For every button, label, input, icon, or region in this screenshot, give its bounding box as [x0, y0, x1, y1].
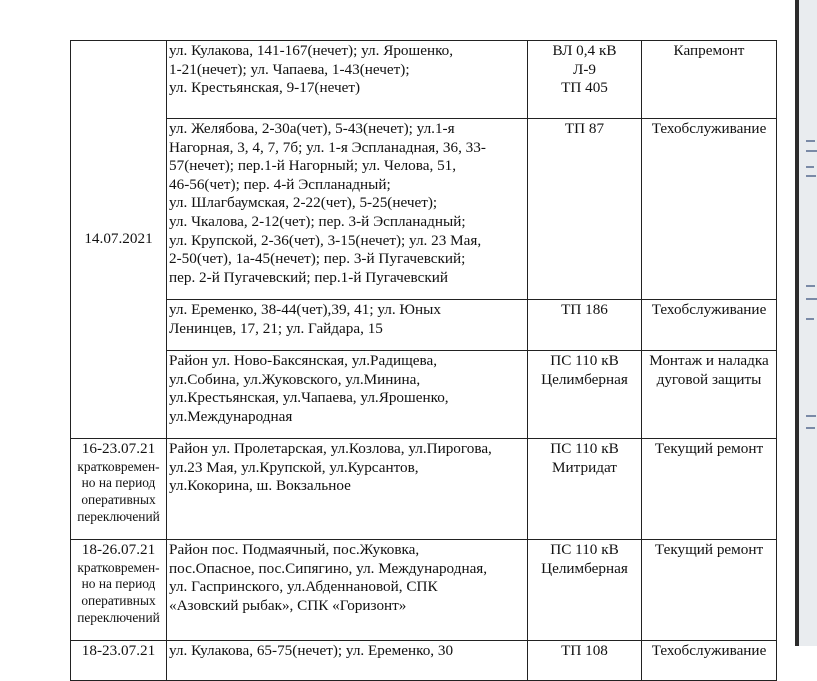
address-cell: [167, 540, 528, 641]
date-cell: [71, 41, 167, 439]
object-line: ТП 108: [561, 642, 608, 659]
date-note-line: переключений: [77, 508, 160, 524]
text-fragment: [806, 427, 815, 429]
object-line: ПС 110 кВ: [550, 541, 619, 558]
address-line: ул. Шлагбаумская, 2-22(чет), 5-25(нечет);: [169, 194, 438, 212]
address-cell: [167, 439, 528, 540]
address-line: 2-50(чет), 1а-45(нечет); пер. 3-й Пугачевский;: [169, 250, 466, 268]
work-text: Капремонт: [673, 42, 745, 59]
date-note-line: но на период: [81, 576, 156, 592]
object-line: Целимберная: [541, 370, 628, 388]
table-row: [71, 351, 777, 439]
address-line: ул. Еременко, 38-44(чет),39, 41; ул. Юных: [169, 301, 441, 318]
address-cell: [167, 351, 528, 439]
address-cell: [167, 641, 528, 681]
address-line: ул.Международная: [169, 407, 293, 425]
address-line: ул.Собина, ул.Жуковского, ул.Минина,: [169, 370, 421, 388]
object-line: ТП 186: [561, 301, 608, 318]
address-line: ул. Гаспринского, ул.Абденнановой, СПК: [169, 578, 438, 596]
object-line: ПС 110 кВ: [550, 440, 619, 457]
object-line: ВЛ 0,4 кВ: [552, 42, 617, 59]
work-cell: [642, 300, 777, 351]
date-text: 18-26.07.21: [81, 541, 156, 558]
address-line: «Азовский рыбак», СПК «Горизонт»: [169, 596, 407, 614]
adjacent-page-strip: [799, 0, 817, 646]
object-line: ТП 405: [561, 79, 608, 97]
date-note-line: кратковремен-: [77, 559, 160, 575]
date-note-line: но на период: [81, 475, 156, 491]
object-cell: [528, 540, 642, 641]
address-line: Ленинцев, 17, 21; ул. Гайдара, 15: [169, 319, 383, 337]
object-line: ТП 87: [564, 120, 605, 137]
date-text: 18-23.07.21: [81, 642, 156, 659]
work-text: Техобслуживание: [651, 120, 767, 137]
work-text: Техобслуживание: [651, 642, 767, 659]
adjacent-window-edge: [795, 0, 817, 646]
object-cell: [528, 439, 642, 540]
date-note-line: оперативных: [81, 593, 156, 609]
table-row: [71, 641, 777, 681]
work-cell: [642, 540, 777, 641]
text-fragment: [806, 415, 816, 417]
address-line: ул.Крестьянская, ул.Чапаева, ул.Ярошенко,: [169, 389, 449, 407]
text-fragment: [806, 175, 816, 177]
work-cell: [642, 351, 777, 439]
address-line: ул.23 Мая, ул.Крупской, ул.Курсантов,: [169, 458, 419, 476]
table-row: [71, 300, 777, 351]
object-cell: [528, 351, 642, 439]
text-fragment: [806, 150, 817, 152]
address-line: Район ул. Пролетарская, ул.Козлова, ул.Пирогова,: [169, 440, 492, 457]
address-line: пер. 2-й Пугачевский; пер.1-й Пугачевский: [169, 268, 449, 286]
address-cell: [167, 300, 528, 351]
address-line: ул. Крупской, 2-36(чет), 3-15(нечет); ул. 23 Мая,: [169, 231, 482, 249]
object-cell: [528, 300, 642, 351]
address-cell: [167, 41, 528, 119]
work-cell: [642, 41, 777, 119]
object-line: Л-9: [573, 60, 596, 78]
text-fragment: [806, 298, 817, 300]
address-line: 1-21(нечет); ул. Чапаева, 1-43(нечет);: [169, 60, 410, 78]
object-cell: [528, 41, 642, 119]
table-row: [71, 119, 777, 300]
address-line: 57(нечет); пер.1-й Нагорный; ул. Челова, 51,: [169, 157, 457, 175]
outage-schedule-table: [70, 40, 777, 681]
date-cell: [71, 641, 167, 681]
work-text: Текущий ремонт: [654, 440, 764, 457]
work-text: Монтаж и наладка дуговой защиты: [649, 352, 769, 388]
address-line: ул. Кулакова, 141-167(нечет); ул. Ярошенко,: [169, 42, 454, 59]
date-text: 14.07.2021: [84, 230, 153, 248]
work-cell: [642, 641, 777, 681]
object-cell: [528, 641, 642, 681]
address-line: 46-56(чет); пер. 4-й Эспланадный;: [169, 175, 391, 193]
object-line: ПС 110 кВ: [550, 352, 619, 369]
text-fragment: [806, 166, 814, 168]
text-fragment: [806, 285, 815, 287]
date-note-line: переключений: [77, 609, 160, 625]
work-text: Текущий ремонт: [654, 541, 764, 558]
date-note-line: кратковремен-: [77, 458, 160, 474]
date-cell: [71, 540, 167, 641]
object-line: Целимберная: [541, 559, 628, 577]
work-text: Техобслуживание: [651, 301, 767, 318]
table-row: [71, 41, 777, 119]
table-row: [71, 540, 777, 641]
date-note-line: оперативных: [81, 492, 156, 508]
object-cell: [528, 119, 642, 300]
address-line: ул. Крестьянская, 9-17(нечет): [169, 79, 361, 97]
address-cell: [167, 119, 528, 300]
text-fragment: [806, 140, 815, 142]
address-line: Нагорная, 3, 4, 7, 7б; ул. 1-я Эспланадная, 36, 33-: [169, 138, 486, 156]
date-text: 16-23.07.21: [81, 440, 156, 457]
work-cell: [642, 119, 777, 300]
work-cell: [642, 439, 777, 540]
table-row: [71, 439, 777, 540]
address-line: ул. Чкалова, 2-12(чет); пер. 3-й Эспланадный;: [169, 212, 466, 230]
address-line: Район пос. Подмаячный, пос.Жуковка,: [169, 541, 420, 558]
address-line: ул. Желябова, 2-30а(чет), 5-43(нечет); ул.1-я: [169, 120, 455, 137]
object-line: Митридат: [552, 458, 617, 476]
date-cell: [71, 439, 167, 540]
address-line: ул.Кокорина, ш. Вокзальное: [169, 477, 351, 495]
address-line: ул. Кулакова, 65-75(нечет); ул. Еременко, 30: [169, 642, 454, 659]
text-fragment: [806, 318, 814, 320]
address-line: пос.Опасное, пос.Сипягино, ул. Международная,: [169, 559, 488, 577]
address-line: Район ул. Ново-Баксянская, ул.Радищева,: [169, 352, 438, 369]
